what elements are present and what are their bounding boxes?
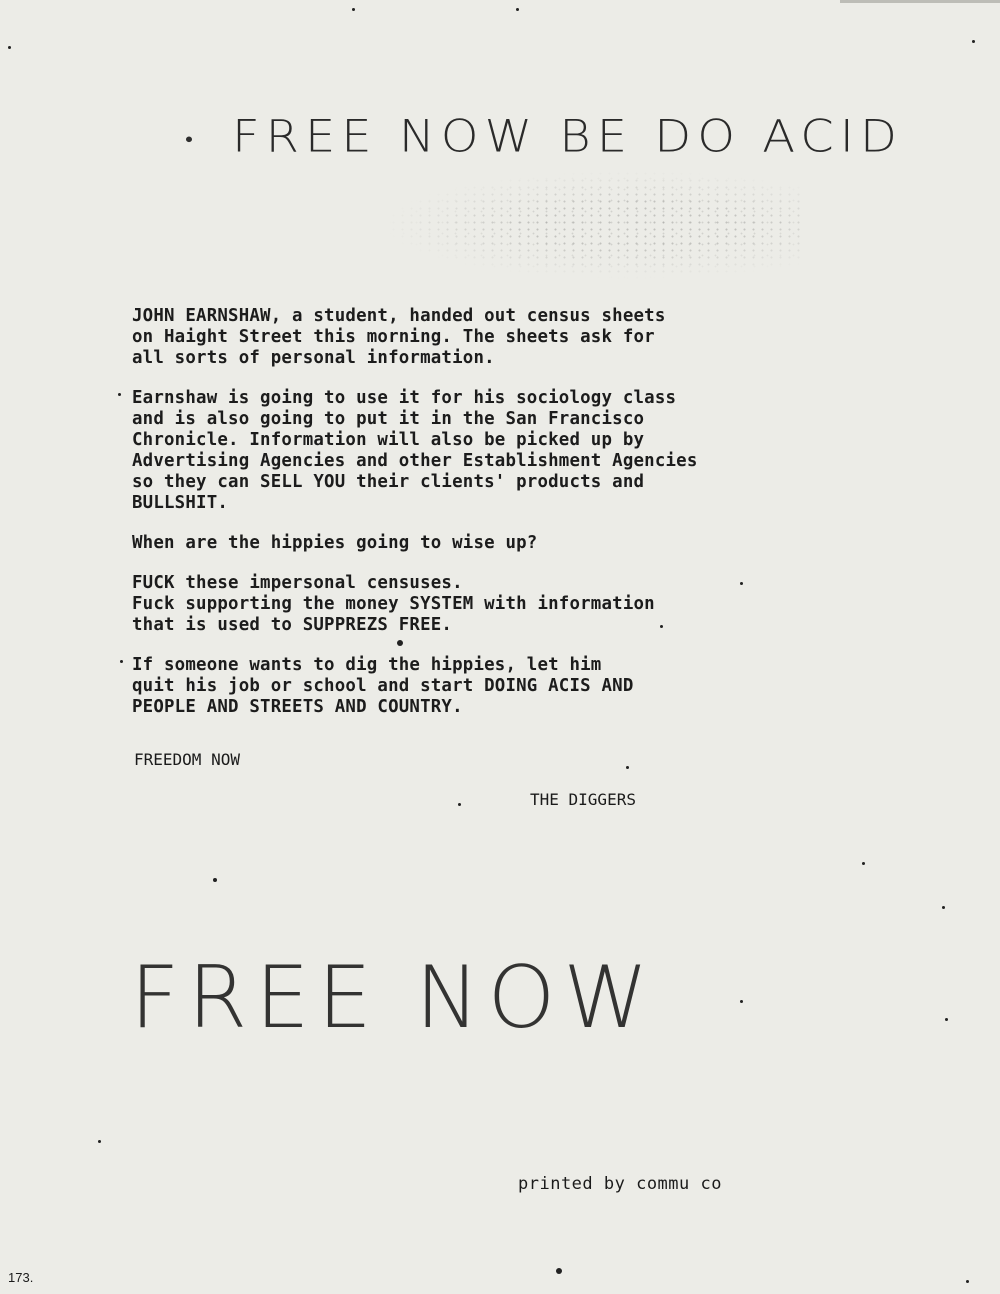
paragraph-earnshaw: Earnshaw is going to use it for his sociology class and is also going to put it in the San Francisco Chronicle. Information will also be picked up by Advertising Agencies and other Establishment Agencies so they can SELL YOU their clients' products and BULLSHIT. bbox=[132, 388, 698, 513]
paragraph-intro: JOHN EARNSHAW, a student, handed out census sheets on Haight Street this morning. The sheets ask for all sorts of personal information. bbox=[132, 306, 666, 368]
signature: THE DIGGERS bbox=[530, 790, 636, 809]
ink-speck bbox=[556, 1268, 562, 1274]
body-text bbox=[132, 306, 812, 737]
ink-speckle bbox=[380, 170, 800, 280]
handwritten-footer: FREE NOW bbox=[130, 948, 657, 1048]
ink-speck bbox=[862, 862, 865, 865]
paragraph-dig: If someone wants to dig the hippies, let him quit his job or school and start DOING ACIS AND PEOPLE AND STREETS AND COUNTRY. bbox=[132, 655, 634, 717]
ink-speck bbox=[740, 1000, 743, 1003]
ink-speck bbox=[972, 40, 975, 43]
ink-speck bbox=[740, 582, 743, 585]
ink-dot bbox=[186, 137, 192, 143]
ink-speck bbox=[458, 803, 461, 806]
paragraph-question: When are the hippies going to wise up? bbox=[132, 533, 538, 553]
ink-speck bbox=[942, 906, 945, 909]
ink-speck bbox=[98, 1140, 101, 1143]
paragraph-censuses: FUCK these impersonal censuses. Fuck supporting the money SYSTEM with information that is used to SUPPREZS FREE. bbox=[132, 573, 655, 635]
ink-speck bbox=[352, 8, 355, 11]
ink-speck bbox=[8, 46, 11, 49]
ink-speck bbox=[118, 393, 121, 396]
ink-speck bbox=[626, 766, 629, 769]
ink-speck bbox=[213, 878, 217, 882]
ink-speck bbox=[397, 640, 403, 646]
paper-edge bbox=[840, 0, 1000, 3]
printer-credit: printed by commu co bbox=[518, 1174, 722, 1194]
page-number: 173. bbox=[8, 1270, 34, 1285]
ink-speck bbox=[660, 625, 663, 628]
signoff: FREEDOM NOW bbox=[134, 750, 240, 769]
headline-text: FREE NOW BE DO ACID bbox=[232, 110, 903, 163]
ink-speck bbox=[945, 1018, 948, 1021]
handwritten-headline bbox=[232, 110, 903, 175]
ink-speck bbox=[120, 660, 123, 663]
ink-speck bbox=[966, 1280, 969, 1283]
ink-speck bbox=[516, 8, 519, 11]
